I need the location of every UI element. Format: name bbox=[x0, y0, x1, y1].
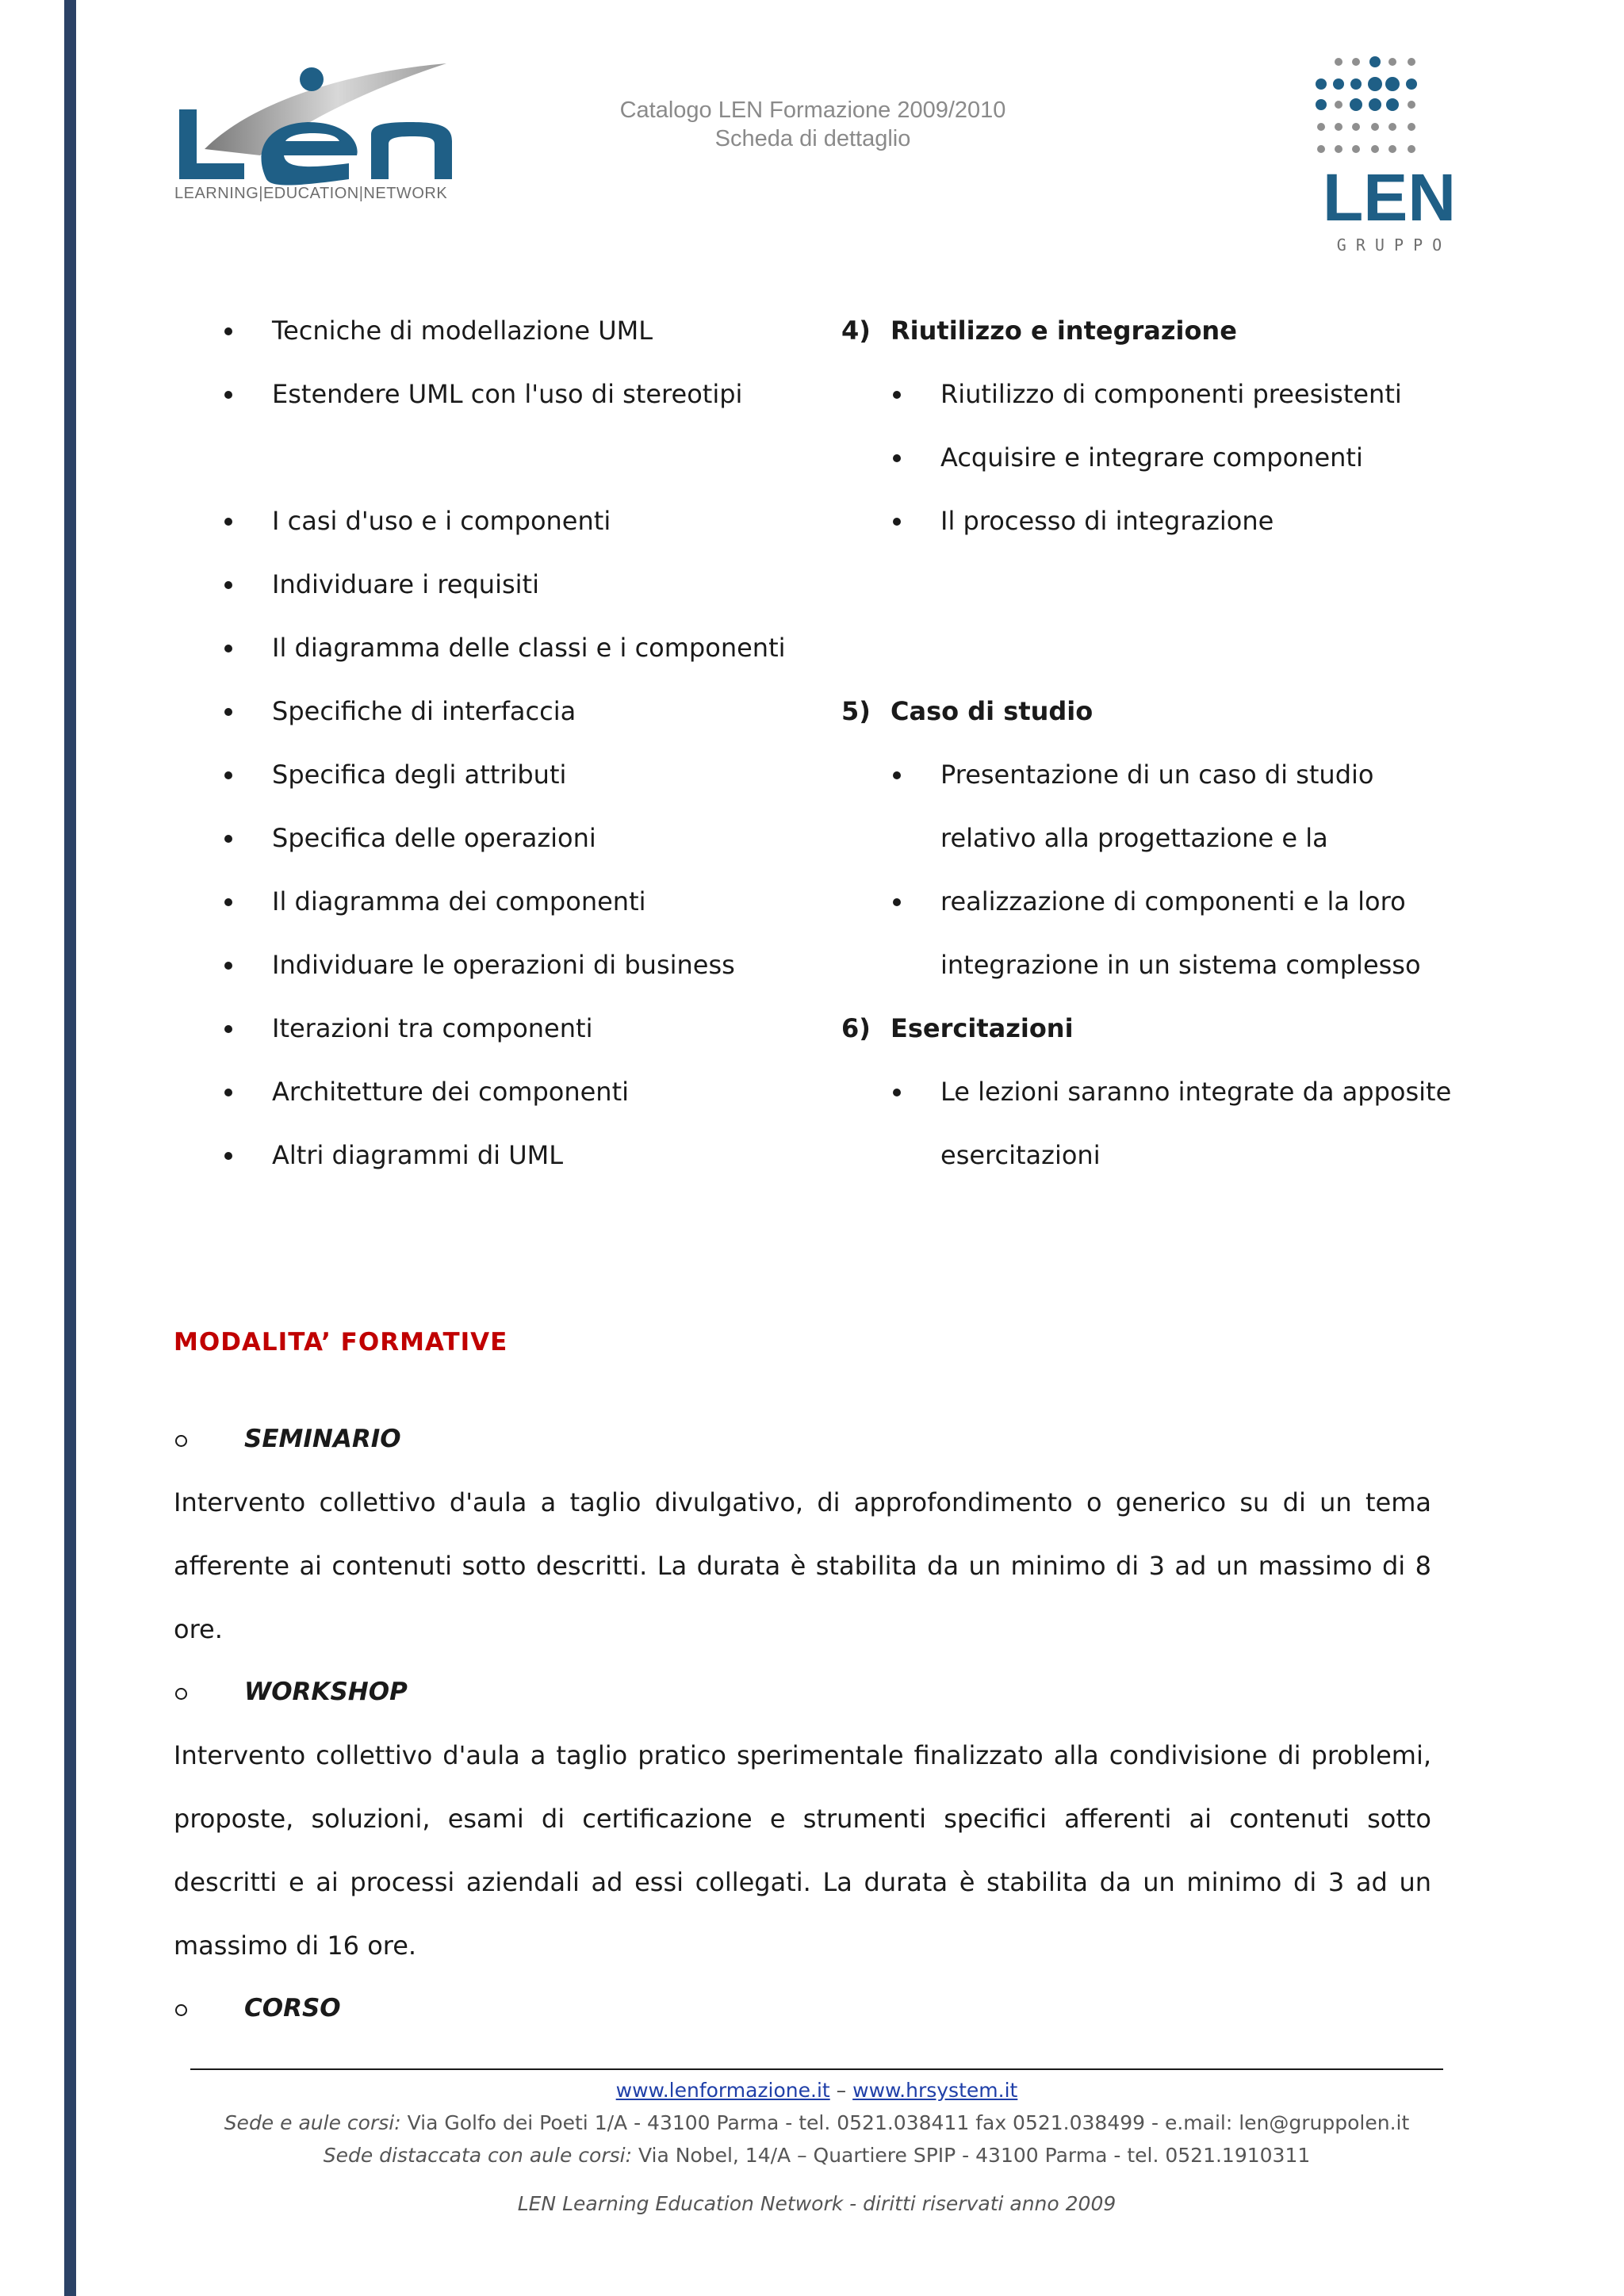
list-item: Riutilizzo di componenti preesistenti bbox=[940, 379, 1402, 409]
footer-distaccata-text: Via Nobel, 14/A – Quartiere SPIP - 43100 Parma - tel. 0521.1910311 bbox=[638, 2144, 1311, 2167]
bullet bbox=[224, 391, 232, 399]
section-number: 5) bbox=[841, 696, 871, 726]
footer-link-separator: – bbox=[836, 2079, 847, 2102]
footer-sede-label: Sede e aule corsi: bbox=[224, 2111, 401, 2134]
bullet bbox=[893, 1089, 901, 1096]
bullet bbox=[893, 898, 901, 906]
list-item-continuation: relativo alla progettazione e la bbox=[940, 823, 1328, 853]
list-item: Individuare i requisiti bbox=[272, 569, 539, 599]
bullet bbox=[224, 835, 232, 843]
list-item: I casi d'uso e i componenti bbox=[272, 506, 611, 536]
bullet bbox=[224, 1025, 232, 1033]
list-item: Altri diagrammi di UML bbox=[272, 1140, 564, 1170]
bullet bbox=[893, 518, 901, 526]
footer-sede-text: Via Golfo dei Poeti 1/A - 43100 Parma - tel. 0521.038411 fax 0521.038499 - e.mail: len@gruppolen.it bbox=[407, 2111, 1410, 2134]
len-logo-caption: LEARNING|EDUCATION|NETWORK bbox=[174, 185, 448, 202]
footer-link-hrsystem[interactable]: www.hrsystem.it bbox=[852, 2079, 1018, 2102]
len-gruppo-logo bbox=[1293, 52, 1483, 258]
section-number: 4) bbox=[841, 316, 871, 346]
modalita-item-name: CORSO bbox=[244, 1994, 341, 2022]
modalita-item-description: Intervento collettivo d'aula a taglio pratico sperimentale finalizzato alla condivisione di problemi, proposte, soluzioni, esami di certificazione e strumenti specifici afferenti ai contenuti sotto descritti e ai processi aziendali ad essi collegati. La durata è stabilita da un minimo di 3 ad un massimo di 16 ore. bbox=[174, 1740, 1431, 1961]
bullet bbox=[893, 391, 901, 399]
footer-sede bbox=[190, 2110, 1443, 2137]
circle-bullet bbox=[175, 1688, 187, 1700]
bullet bbox=[893, 454, 901, 462]
bullet bbox=[224, 962, 232, 970]
section-title: Caso di studio bbox=[891, 696, 1094, 726]
section-title: Esercitazioni bbox=[891, 1013, 1074, 1043]
bullet bbox=[224, 581, 232, 589]
modalita-item-name: SEMINARIO bbox=[244, 1425, 401, 1453]
list-item: Il diagramma dei componenti bbox=[272, 886, 646, 916]
list-item: Architetture dei componenti bbox=[272, 1077, 630, 1107]
bullet bbox=[224, 898, 232, 906]
header-subtitle: Scheda di dettaglio bbox=[714, 126, 911, 151]
list-item: Tecniche di modellazione UML bbox=[272, 316, 653, 346]
footer-rule bbox=[190, 2068, 1443, 2070]
list-item: Estendere UML con l'uso di stereotipi bbox=[272, 379, 743, 409]
bullet bbox=[224, 1152, 232, 1160]
section-title: Riutilizzo e integrazione bbox=[891, 316, 1237, 346]
header-title: Catalogo LEN Formazione 2009/2010 bbox=[619, 98, 1006, 123]
bullet bbox=[224, 327, 232, 335]
list-item-continuation: esercitazioni bbox=[940, 1140, 1101, 1170]
circle-bullet bbox=[175, 1435, 187, 1447]
list-item: Specifica degli attributi bbox=[272, 760, 567, 790]
list-item: Acquisire e integrare componenti bbox=[940, 442, 1363, 473]
list-item: Iterazioni tra componenti bbox=[272, 1013, 593, 1043]
list-item: Individuare le operazioni di business bbox=[272, 950, 735, 980]
bullet bbox=[224, 771, 232, 779]
list-item: realizzazione di componenti e la loro bbox=[940, 886, 1406, 916]
section-number: 6) bbox=[841, 1013, 871, 1043]
len-gruppo-logo-text: LEN bbox=[1323, 160, 1456, 235]
list-item: Il processo di integrazione bbox=[940, 506, 1274, 536]
footer-copyright: LEN Learning Education Network - diritti riservati anno 2009 bbox=[517, 2192, 1116, 2215]
list-item: Presentazione di un caso di studio bbox=[940, 760, 1374, 790]
footer-link-lenformazione[interactable]: www.lenformazione.it bbox=[615, 2079, 830, 2102]
footer-links bbox=[190, 2077, 1443, 2104]
list-item: Le lezioni saranno integrate da apposite bbox=[940, 1077, 1452, 1107]
modalita-title: MODALITA’ FORMATIVE bbox=[174, 1328, 508, 1357]
bullet bbox=[224, 518, 232, 526]
bullet bbox=[224, 645, 232, 652]
footer-distaccata-label: Sede distaccata con aule corsi: bbox=[323, 2144, 632, 2167]
modalita-item-name: WORKSHOP bbox=[244, 1678, 408, 1706]
list-item: Il diagramma delle classi e i componenti bbox=[272, 633, 786, 663]
page-left-bar bbox=[64, 0, 76, 2296]
modalita-item-description: Intervento collettivo d'aula a taglio divulgativo, di approfondimento o generico su di un tema afferente ai contenuti sotto descritti. La durata è stabilita da un minimo di 3 ad un massimo di 8 ore. bbox=[174, 1487, 1431, 1644]
footer-sede-distaccata bbox=[190, 2142, 1443, 2169]
list-item: Specifica delle operazioni bbox=[272, 823, 596, 853]
bullet bbox=[224, 1089, 232, 1096]
list-item-continuation: integrazione in un sistema complesso bbox=[940, 950, 1421, 980]
bullet bbox=[224, 708, 232, 716]
bullet bbox=[893, 771, 901, 779]
len-gruppo-logo-sub: G R U P P O bbox=[1336, 235, 1442, 254]
list-item: Specifiche di interfaccia bbox=[272, 696, 576, 726]
circle-bullet bbox=[175, 2004, 187, 2016]
